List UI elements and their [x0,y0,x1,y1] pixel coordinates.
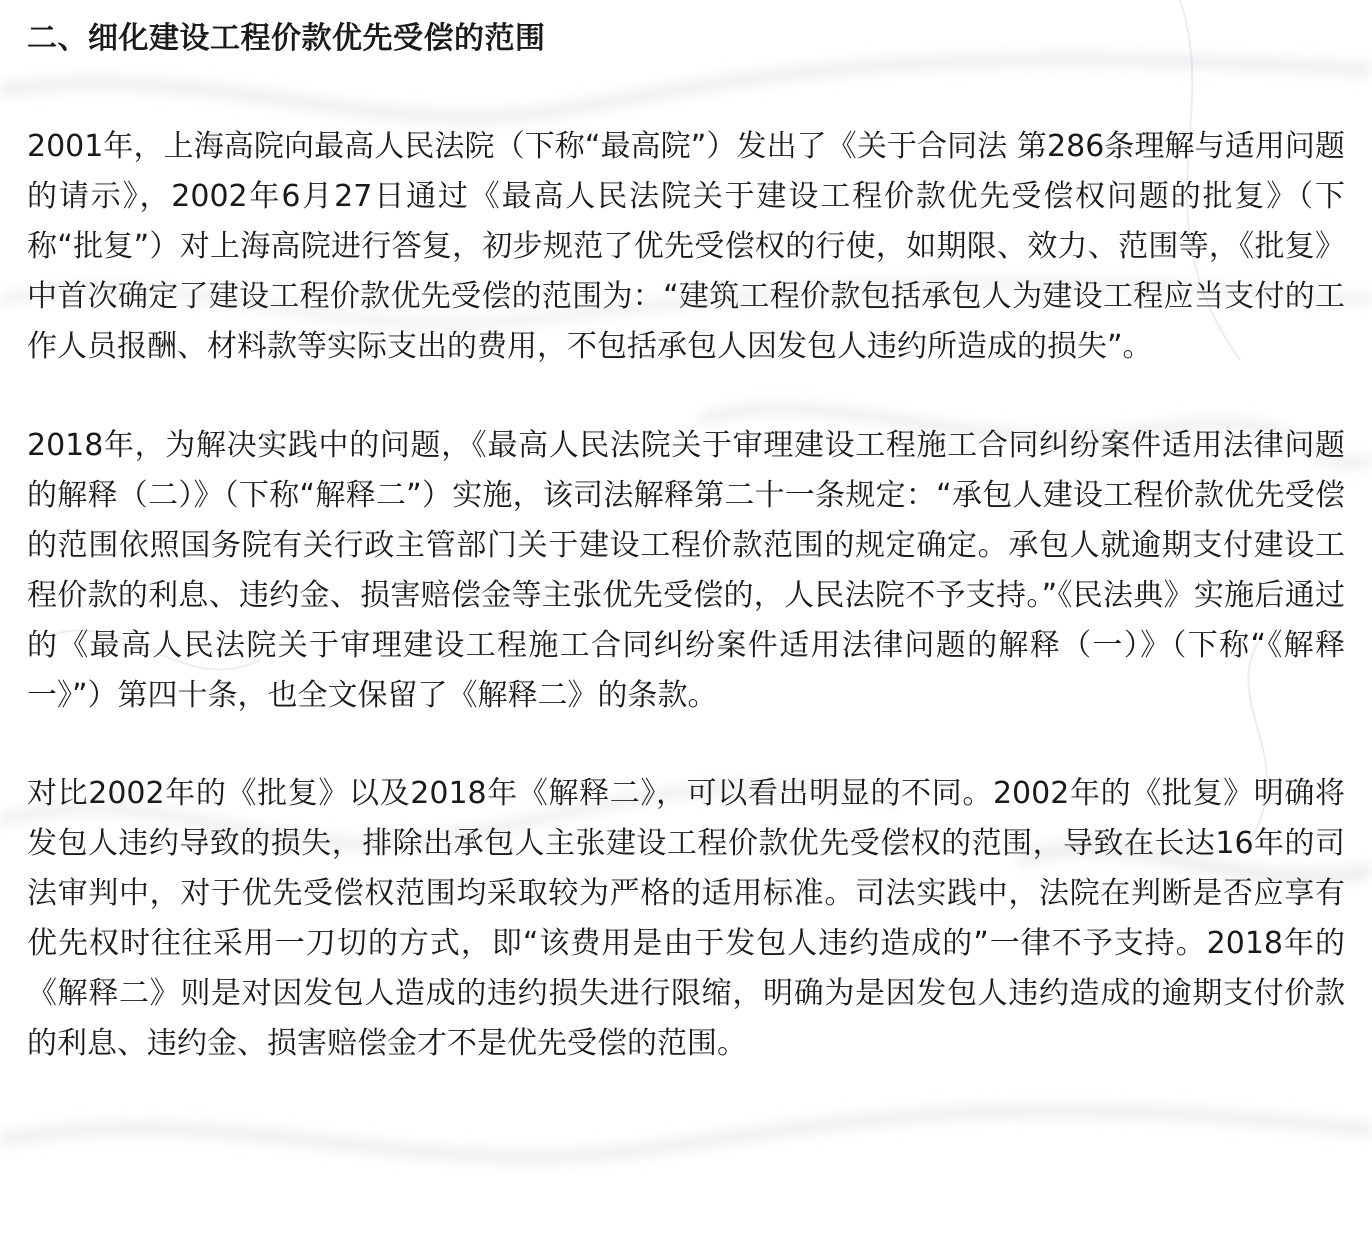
paragraph-1: 2001年，上海高院向最高人民法院（下称“最高院”）发出了《关于合同法 第286条理解与适用问题的请示》，2002年6月27日通过《最高人民法院关于建设工程价款优先受偿权问题的批复》（下称“批复”）对上海高院进行答复，初步规范了优先受偿权的行使，如期限、效力、范围等，《批复》中首次确定了建设工程价款优先受偿的范围为：“建筑工程价款包括承包人为建设工程应当支付的工作人员报酬、材料款等实际支出的费用，不包括承包人因发包人违约所造成的损失”。 [27,129,1345,364]
section-heading: 二、细化建设工程价款优先受偿的范围 [27,21,546,56]
paragraph-2: 2018年，为解决实践中的问题，《最高人民法院关于审理建设工程施工合同纠纷案件适用法律问题的解释（二）》（下称“解释二”）实施，该司法解释第二十一条规定：“承包人建设工程价款优先受偿的范围依照国务院有关行政主管部门关于建设工程价款范围的规定确定。承包人就逾期支付建设工程价款的利息、违约金、损害赔偿金等主张优先受偿的，人民法院不予支持。”《民法典》实施后通过的《最高人民法院关于审理建设工程施工合同纠纷案件适用法律问题的解释（一）》（下称“《解释一》”）第四十条，也全文保留了《解释二》的条款。 [27,428,1345,713]
paragraph-3: 对比2002年的《批复》以及2018年《解释二》，可以看出明显的不同。2002年的《批复》明确将发包人违约导致的损失，排除出承包人主张建设工程价款优先受偿权的范围，导致在长达16年的司法审判中，对于优先受偿权范围均采取较为严格的适用标准。司法实践中，法院在判断是否应享有优先权时往往采用一刀切的方式，即“该费用是由于发包人违约造成的”一律不予支持。2018年的《解释二》则是对因发包人造成的违约损失进行限缩，明确为是因发包人违约造成的逾期支付价款的利息、违约金、损害赔偿金才不是优先受偿的范围。 [27,776,1345,1061]
article-section [27,0,1345,1069]
